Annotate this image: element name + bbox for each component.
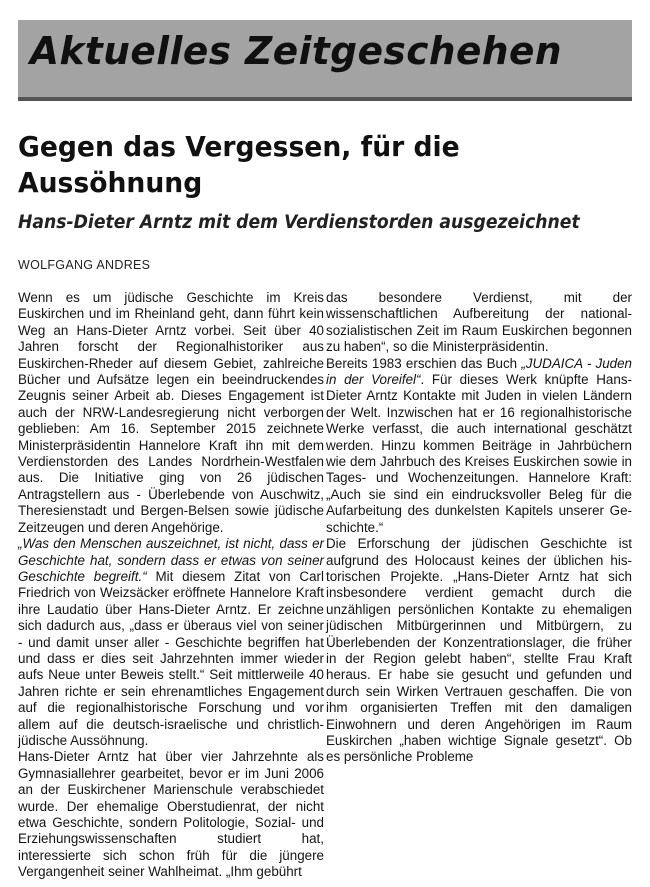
paragraph-intro: Wenn es um jüdische Geschichte im Kreis Euskirchen und im Rheinland geht, dann führt kein Weg an Hans-Dieter Arntz vorbei. Seit über 40 Jahren forscht der Regionalhistoriker aus Euskirchen-Rheder auf diesem Gebiet, zahlreiche Bücher und Aufsätze legen ein beeindruckendes Zeugnis seiner Arbeit ab. Dieses Engagement ist auch der NRW-Landesregierung nicht verborgen geblieben: Am 16. September 2015 zeichnete Ministerpräsidentin Hannelore Kraft ihn mit dem Verdienstorden des Landes Nordrhein-Westfalen aus. Die Initiative ging von 26 jüdischen Antragstellern aus - Überlebende von Auschwitz, Theresienstadt und Bergen-Belsen sowie jüdische Zeitzeugen und deren Angehörige. [18, 290, 324, 535]
laudatio-text: Mit diesem Zitat von Carl Friedrich von Weizsäcker eröffnete Hannelore Kraft ihre Laudatio über Hans-Dieter Arntz. Er zeichne sich dadurch aus, „dass er überaus viel von seiner - und damit unser aller - Geschichte begriffen hat und dass er dies seit Jahrzehnten immer wieder aufs Neue unter Beweis stellt.“ Seit mittlerweile 40 Jahren richte er sein ehrenamtliches Engagement auf die regionalhistorische Forschung und vor allem auf die deutsch-israelische und christlich-jüdische Aussöhnung. [18, 568, 324, 748]
paragraph-research: Die Erforschung der jüdischen Geschichte ist aufgrund des Holocaust keines der üblichen historischen Projekte. „Hans-Dieter Arntz hat sich insbesondere verdient gemacht durch die unzähligen persönlichen Kontakte zu ehemaligen jüdischen Mitbürgerinnen und Mitbürgern, zu Überlebenden der Konzentrationslager, die früher in der Region gelebt haben“, stellte Frau Kraft heraus. Er habe sie gesucht und gefunden und durch sein Wirken Vertrauen geschaffen. Die von ihm organisierten Treffen mit den damaligen Einwohnern und deren Angehörigen im Raum Euskirchen „haben wichtige Signale gesetzt“. Ob es persönliche Probleme [326, 536, 632, 765]
article-headline: Gegen das Vergessen, für die Aussöhnung [18, 130, 460, 199]
text-column-right [326, 290, 632, 766]
text-column-left [18, 290, 324, 881]
weizsaecker-quote: „Was den Menschen auszeichnet, ist nicht, dass er Geschichte hat, sondern dass er etwas von seiner Geschichte begreift.“ [18, 536, 324, 584]
paragraph-laudatio [18, 536, 324, 749]
article-subtitle: Hans-Dieter Arntz mit dem Verdienstorden ausgezeichnet [18, 212, 580, 233]
judaica-text-a: Bereits 1983 erschien das Buch [326, 355, 522, 371]
book-title: „JUDAICA - Juden in der Voreifel“ [326, 355, 632, 388]
paragraph-career-continued: das besondere Verdienst, mit der wissenschaftlichen Aufbereitung der nationalsozialistischen Zeit im Raum Euskirchen begonnen zu haben“, so die Ministerpräsidentin. [326, 290, 632, 355]
section-title: Aktuelles Zeitgeschehen [30, 29, 563, 73]
article-author: WOLFGANG ANDRES [18, 258, 151, 272]
paragraph-judaica [326, 356, 632, 536]
paragraph-career: Hans-Dieter Arntz hat über vier Jahrzehnte als Gymnasiallehrer gearbeitet, bevor er im Juni 2006 an der Euskirchener Marienschule verabschiedet wurde. Der ehemalige Oberstudienrat, der nicht etwa Geschichte, sondern Politologie, Sozial- und Erziehungswissenschaften studiert hat, interessierte sich schon früh für die jüngere Vergangenheit seiner Wahlheimat. „Ihm gebührt [18, 749, 324, 880]
judaica-text-b: . Für dieses Werk knüpfte Hans-Dieter Arntz Kontakte mit Juden in vielen Ländern der Welt. Inzwischen hat er 16 regionalhistorische Werke verfasst, die auch international geschätzt werden. Hinzu kommen Beiträge in Jahrbüchern wie dem Jahrbuch des Kreises Euskirchen sowie in Tages- und Wochenzeitungen. Hannelore Kraft: „Auch sie sind ein eindrucksvoller Beleg für die Aufarbeitung des dunkelsten Kapitels unserer Geschichte.“ [326, 372, 632, 535]
section-banner [18, 20, 632, 101]
